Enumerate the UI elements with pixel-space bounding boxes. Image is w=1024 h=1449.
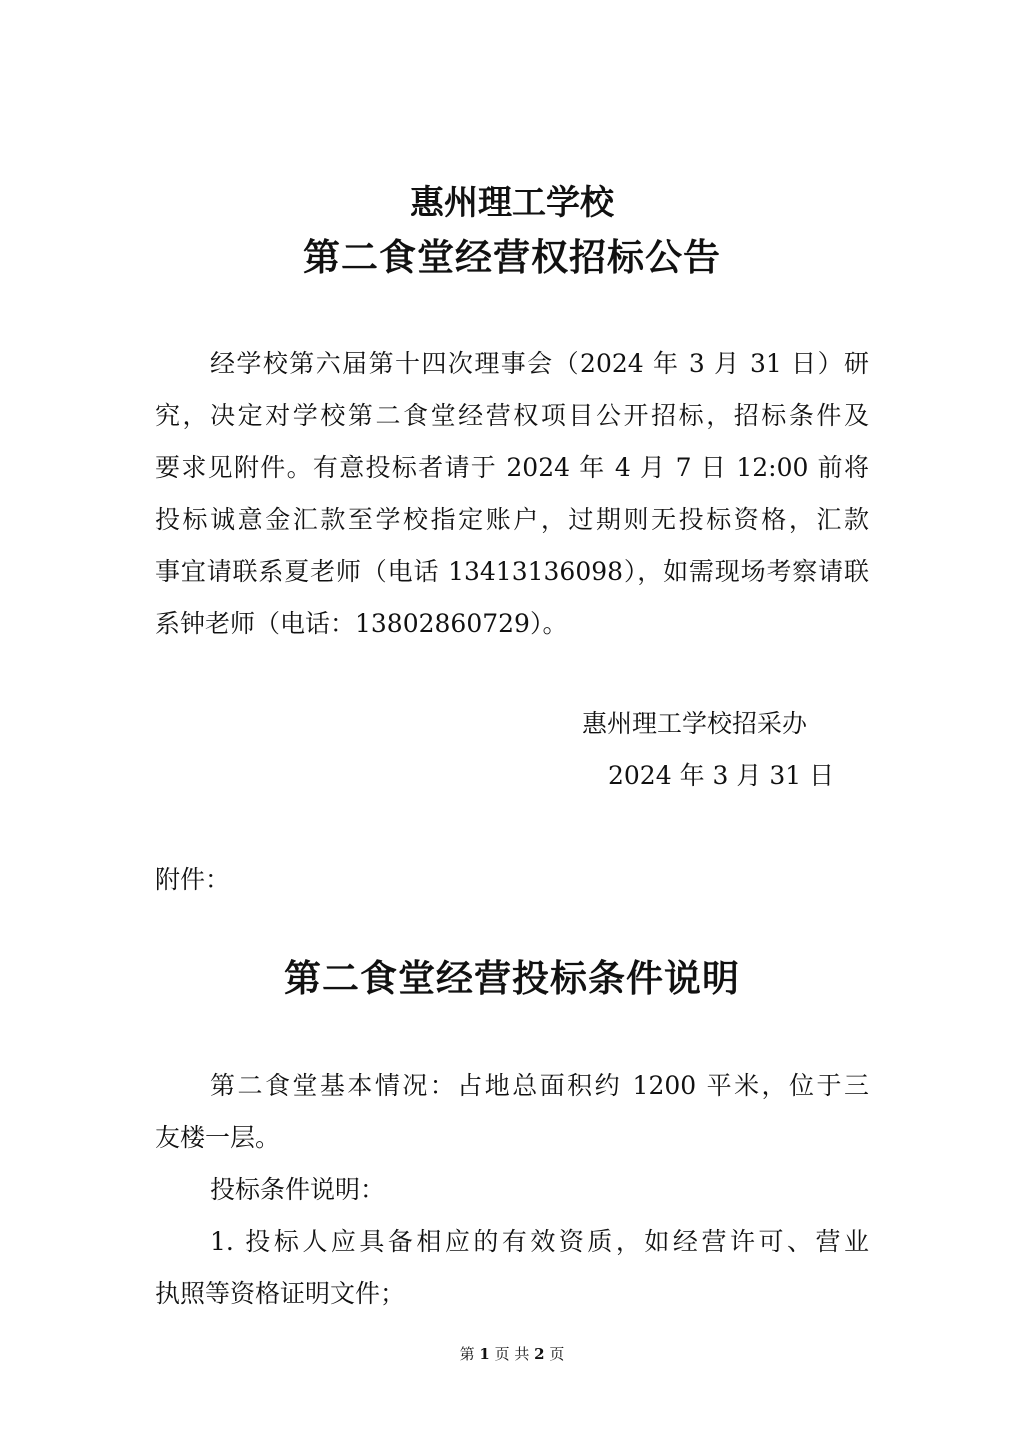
notice-body-line-4: 投标诚意金汇款至学校指定账户，过期则无投标资格，汇款 xyxy=(155,505,869,534)
notice-body-line-5: 事宜请联系夏老师（电话 13413136098），如需现场考察请联 xyxy=(155,557,869,586)
conditions-heading: 投标条件说明： xyxy=(210,1175,386,1204)
current-page-number: 1 xyxy=(479,1345,490,1363)
notice-body-line-6: 系钟老师（电话：13802860729）。 xyxy=(155,609,568,638)
notice-title-main: 第二食堂经营权招标公告 xyxy=(303,236,721,279)
basic-info-line-2: 友楼一层。 xyxy=(155,1123,281,1152)
attachment-label: 附件： xyxy=(155,865,231,894)
total-page-number: 2 xyxy=(534,1345,545,1363)
page-footer xyxy=(0,1344,1024,1364)
footer-middle: 页 共 xyxy=(494,1345,530,1363)
notice-body-line-2: 究，决定对学校第二食堂经营权项目公开招标，招标条件及 xyxy=(155,401,869,430)
condition-item-1-line-2: 执照等资格证明文件； xyxy=(155,1279,406,1308)
attachment-title: 第二食堂经营投标条件说明 xyxy=(284,957,740,1000)
condition-item-1-line-1: 1. 投标人应具备相应的有效资质，如经营许可、营业 xyxy=(210,1227,869,1256)
signature-organization: 惠州理工学校招采办 xyxy=(582,709,808,738)
notice-title-school: 惠州理工学校 xyxy=(410,183,614,223)
signature-date: 2024 年 3 月 31 日 xyxy=(608,761,835,790)
footer-suffix: 页 xyxy=(549,1345,565,1363)
footer-prefix: 第 xyxy=(459,1345,475,1363)
basic-info-line-1: 第二食堂基本情况：占地总面积约 1200 平米，位于三 xyxy=(210,1071,869,1100)
notice-body-line-3: 要求见附件。有意投标者请于 2024 年 4 月 7 日 12:00 前将 xyxy=(155,453,869,482)
notice-body-line-1: 经学校第六届第十四次理事会（2024 年 3 月 31 日）研 xyxy=(210,349,869,378)
